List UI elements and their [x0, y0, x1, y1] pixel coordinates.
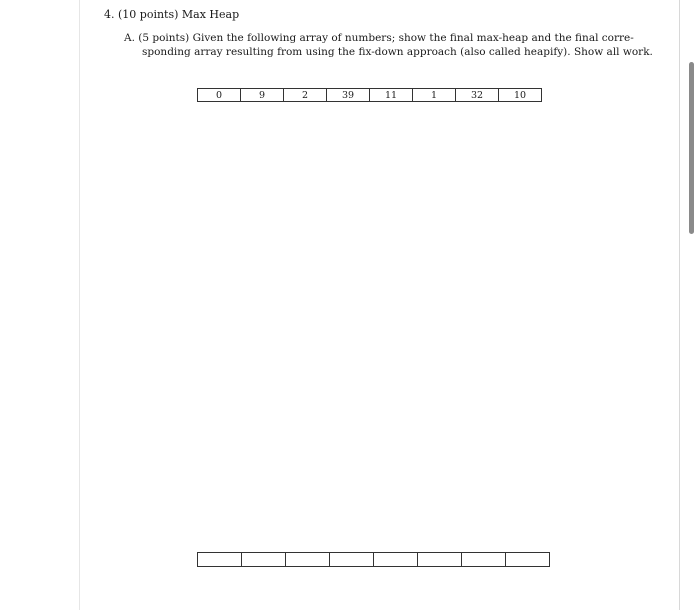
array-cell: 32	[455, 88, 499, 102]
answer-cell[interactable]	[373, 552, 418, 567]
array-cell: 1	[412, 88, 456, 102]
answer-cell[interactable]	[329, 552, 374, 567]
question-title: 4. (10 points) Max Heap	[104, 8, 240, 21]
array-cell: 39	[326, 88, 370, 102]
answer-cell[interactable]	[285, 552, 330, 567]
answer-cell[interactable]	[417, 552, 462, 567]
part-a-text-line-2: sponding array resulting from using the fix-down approach (also called heapify). Show all work.	[142, 46, 653, 58]
question-part-a	[124, 31, 653, 59]
array-cell: 10	[498, 88, 542, 102]
answer-cell[interactable]	[197, 552, 242, 567]
page-right-edge	[679, 0, 680, 610]
answer-cell[interactable]	[505, 552, 550, 567]
answer-cell[interactable]	[461, 552, 506, 567]
array-cell: 11	[369, 88, 413, 102]
array-cell: 0	[197, 88, 241, 102]
part-a-text-line-1: A. (5 points) Given the following array of numbers; show the final max-heap and the final corre-	[124, 32, 634, 44]
given-array	[197, 88, 542, 102]
answer-array	[197, 552, 550, 567]
vertical-scrollbar[interactable]	[689, 62, 694, 234]
answer-cell[interactable]	[241, 552, 286, 567]
array-cell: 2	[283, 88, 327, 102]
page-left-edge	[79, 0, 80, 610]
array-cell: 9	[240, 88, 284, 102]
